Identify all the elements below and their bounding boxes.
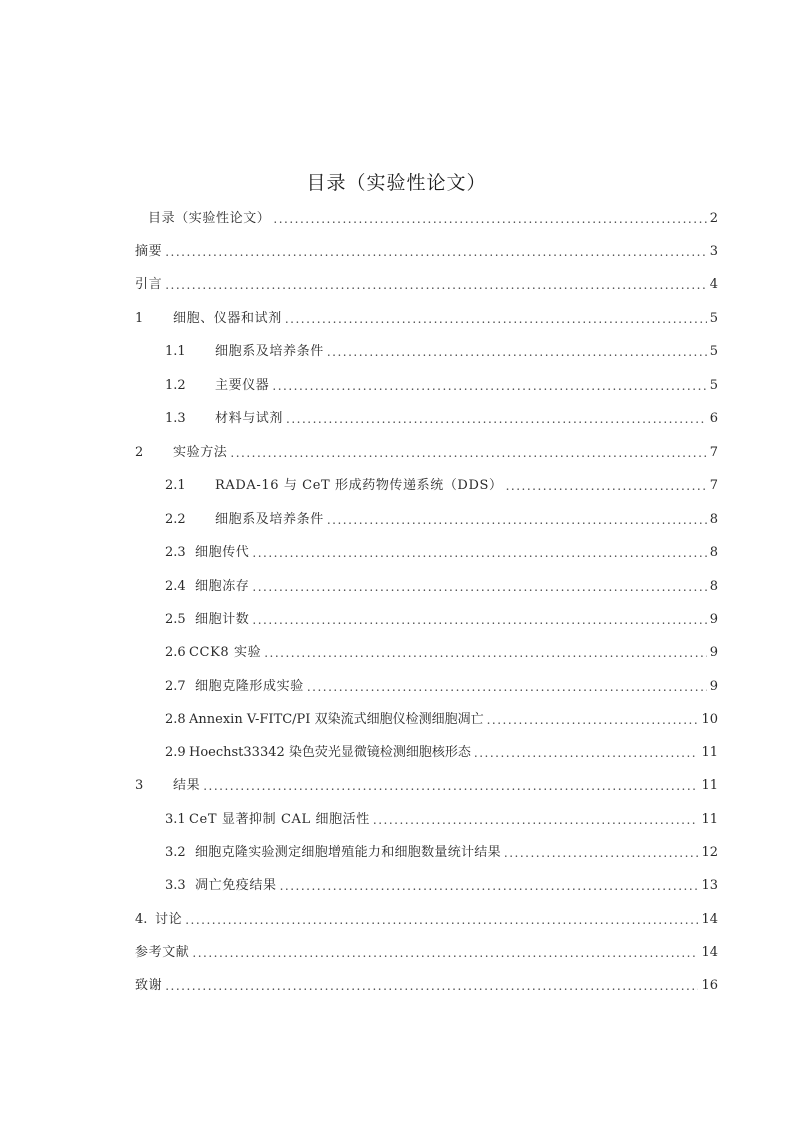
toc-entry-text: 讨论	[155, 912, 183, 927]
toc-entry-number: 1.1	[165, 344, 186, 359]
toc-entry-section-1-3[interactable]	[165, 409, 718, 429]
toc-entry-text: 凋亡免疫结果	[195, 878, 277, 893]
toc-entry-page: 6	[709, 411, 718, 426]
toc-entry-number: 4.	[135, 912, 148, 927]
toc-entry-text: Hoechst33342 染色荧光显微镜检测细胞核形态	[189, 745, 471, 760]
toc-entry-text: 目录（实验性论文）	[148, 211, 271, 226]
toc-entry-text: 细胞传代	[195, 545, 250, 560]
leader-dots	[230, 443, 706, 463]
toc-entry-section-2-9[interactable]	[165, 743, 718, 763]
toc-entry-number: 2.7	[165, 679, 186, 694]
toc-entry-number: 2.2	[165, 512, 186, 527]
toc-entry-acknowledgements[interactable]	[135, 976, 718, 996]
toc-entry-number: 1.3	[165, 411, 186, 426]
toc-entry-section-2-4[interactable]	[165, 577, 718, 597]
toc-entry-page: 14	[701, 945, 718, 960]
leader-dots	[286, 409, 707, 429]
toc-entry-number: 2.8	[165, 712, 186, 727]
toc-entry-section-1-2[interactable]	[165, 376, 718, 396]
toc-entry-section-2-7[interactable]	[165, 677, 718, 697]
toc-entry-text: 细胞、仪器和试剂	[173, 311, 282, 326]
toc-entry-page: 3	[709, 244, 718, 259]
toc-entry-page: 5	[709, 378, 718, 393]
toc-entry-number: 2.1	[165, 478, 186, 493]
toc-entry-page: 5	[709, 344, 718, 359]
leader-dots	[373, 810, 699, 830]
toc-entry-number: 2.5	[165, 612, 186, 627]
toc-entry-text: 材料与试剂	[215, 411, 284, 426]
toc-entry-section-4[interactable]	[135, 910, 718, 930]
toc-entry-section-3-1[interactable]	[165, 810, 718, 830]
toc-entry-page: 8	[709, 512, 718, 527]
toc-entry-abstract[interactable]	[135, 242, 718, 262]
toc-entry-page: 10	[701, 712, 718, 727]
toc-entry-page: 9	[709, 612, 718, 627]
toc-entry-text: RADA-16 与 CeT 形成药物传递系统（DDS）	[215, 478, 503, 493]
toc-entry-text: 细胞克隆实验测定细胞增殖能力和细胞数量统计结果	[195, 845, 501, 860]
leader-dots	[487, 710, 699, 730]
toc-entry-page: 11	[701, 778, 718, 793]
toc-entry-page: 8	[709, 579, 718, 594]
leader-dots	[327, 510, 707, 530]
toc-entry-section-2[interactable]	[135, 443, 718, 463]
toc-entry-text: 结果	[173, 778, 201, 793]
leader-dots	[474, 743, 699, 763]
toc-entry-introduction[interactable]	[135, 275, 718, 295]
toc-entry-section-2-1[interactable]	[165, 476, 718, 496]
leader-dots	[165, 976, 698, 996]
leader-dots	[192, 943, 698, 963]
toc-entry-section-3[interactable]	[135, 776, 718, 796]
toc-entry-page: 9	[709, 679, 718, 694]
leader-dots	[203, 776, 698, 796]
toc-entry-section-2-8[interactable]	[165, 710, 718, 730]
toc-entry-page: 7	[709, 445, 718, 460]
toc-entry-page: 11	[701, 812, 718, 827]
toc-entry-page: 2	[709, 211, 718, 226]
toc-entry-page: 8	[709, 545, 718, 560]
leader-dots	[252, 610, 706, 630]
toc-entry-number: 1	[135, 311, 144, 326]
leader-dots	[165, 275, 707, 295]
leader-dots	[504, 843, 699, 863]
leader-dots	[307, 677, 707, 697]
toc-entry-page: 9	[709, 645, 718, 660]
leader-dots	[506, 476, 707, 496]
leader-dots	[165, 242, 707, 262]
leader-dots	[272, 376, 706, 396]
leader-dots	[252, 543, 706, 563]
toc-entry-page: 12	[701, 845, 718, 860]
leader-dots	[327, 342, 707, 362]
toc-entry-number: 3	[135, 778, 144, 793]
toc-entry-page: 14	[701, 912, 718, 927]
toc-entry-page: 5	[709, 311, 718, 326]
toc-entry-section-2-5[interactable]	[165, 610, 718, 630]
toc-entry-number: 3.3	[165, 878, 186, 893]
toc-entry-text: 细胞克隆形成实验	[195, 679, 304, 694]
toc-entry-number: 3.1	[165, 812, 186, 827]
toc-entry-number: 2.6	[165, 645, 186, 660]
toc-entry-number: 2.3	[165, 545, 186, 560]
toc-entry-references[interactable]	[135, 943, 718, 963]
toc-entry-number: 3.2	[165, 845, 186, 860]
leader-dots	[252, 577, 706, 597]
toc-entry-text: CeT 显著抑制 CAL 细胞活性	[189, 812, 370, 827]
page-title: 目录（实验性论文）	[306, 172, 487, 194]
leader-dots	[280, 876, 699, 896]
toc-entry-toc[interactable]	[135, 209, 718, 229]
toc-entry-number: 2	[135, 445, 144, 460]
toc-entry-text: 细胞冻存	[195, 579, 250, 594]
toc-entry-number: 2.4	[165, 579, 186, 594]
toc-entry-page: 7	[709, 478, 718, 493]
toc-entry-text: 摘要	[135, 244, 163, 259]
toc-entry-text: 细胞计数	[195, 612, 250, 627]
toc-entry-page: 4	[709, 277, 718, 292]
toc-entry-text: 引言	[135, 277, 163, 292]
toc-entry-section-3-3[interactable]	[165, 876, 718, 896]
toc-entry-text: CCK8 实验	[189, 645, 262, 660]
toc-entry-text: Annexin V-FITC/PI 双染流式细胞仪检测细胞凋亡	[189, 712, 484, 727]
leader-dots	[273, 209, 706, 229]
toc-entry-section-1[interactable]	[135, 309, 718, 329]
leader-dots	[264, 643, 707, 663]
leader-dots	[285, 309, 707, 329]
leader-dots	[185, 910, 698, 930]
toc-entry-text: 实验方法	[173, 445, 228, 460]
toc-entry-section-3-2[interactable]	[165, 843, 718, 863]
toc-entry-section-2-6[interactable]	[165, 643, 718, 663]
toc-entry-page: 16	[701, 978, 718, 993]
toc-entry-text: 细胞系及培养条件	[215, 512, 324, 527]
toc-entry-section-2-3[interactable]	[165, 543, 718, 563]
toc-entry-page: 13	[701, 878, 718, 893]
toc-entry-page: 11	[701, 745, 718, 760]
toc-entry-number: 1.2	[165, 378, 186, 393]
toc-entry-text: 致谢	[135, 978, 163, 993]
toc-entry-text: 主要仪器	[215, 378, 270, 393]
toc-entry-number: 2.9	[165, 745, 186, 760]
toc-entry-text: 参考文献	[135, 945, 190, 960]
toc-entry-section-2-2[interactable]	[165, 510, 718, 530]
toc-entry-text: 细胞系及培养条件	[215, 344, 324, 359]
toc-entry-section-1-1[interactable]	[165, 342, 718, 362]
